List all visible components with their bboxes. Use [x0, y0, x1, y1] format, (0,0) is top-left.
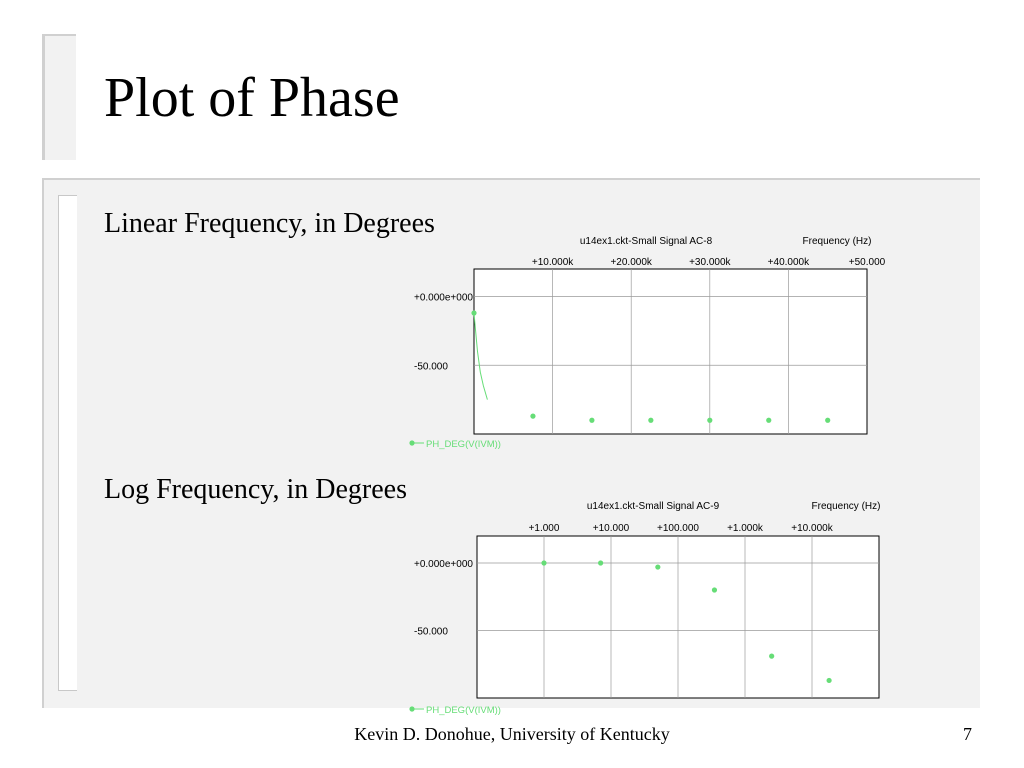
y-tick-label: -50.000 — [414, 626, 448, 638]
y-tick-label: +0.000e+000 — [414, 559, 473, 570]
legend-entry: PH_DEG(V(IVM)) — [426, 439, 501, 450]
x-tick-label: +10.000 — [592, 523, 630, 534]
data-point — [471, 310, 476, 315]
y-tick-label: +0.000e+000 — [414, 292, 473, 304]
x-tick-label: +1.000 — [528, 523, 560, 534]
data-point — [827, 678, 832, 683]
data-point — [589, 418, 594, 423]
data-point — [825, 418, 830, 423]
x-tick-label: +40.000k — [767, 257, 810, 268]
data-point — [530, 414, 535, 419]
data-point — [541, 560, 546, 565]
x-tick-label: +30.000k — [689, 257, 731, 268]
footer-author: Kevin D. Donohue, University of Kentucky — [354, 724, 670, 744]
slide-title: Plot of Phase — [104, 67, 400, 129]
x-tick-label: +20.000k — [610, 257, 652, 268]
page-number: 7 — [963, 724, 972, 744]
chart-title: u14ex1.ckt-Small Signal AC-9 — [586, 501, 720, 512]
data-point — [598, 560, 603, 565]
x-axis-label: Frequency (Hz) — [811, 501, 881, 512]
bullet-linear-frequency: Linear Frequency, in Degrees — [104, 208, 435, 239]
plot-frame — [474, 269, 867, 434]
x-tick-label: +10.000k — [531, 257, 574, 268]
x-tick-label: +100.000 — [657, 523, 699, 534]
chart-title: u14ex1.ckt-Small Signal AC-8 — [579, 236, 713, 247]
legend-entry: PH_DEG(V(IVM)) — [426, 705, 501, 716]
data-point — [769, 654, 774, 659]
x-axis-label: Frequency (Hz) — [802, 236, 872, 247]
data-point — [712, 587, 717, 592]
x-tick-label: +1.000k — [727, 523, 763, 534]
y-tick-label: -50.000 — [414, 361, 448, 373]
bullet-log-frequency: Log Frequency, in Degrees — [104, 474, 407, 505]
x-tick-label: +10.000k — [791, 523, 833, 534]
data-point — [766, 418, 771, 423]
data-point — [707, 418, 712, 423]
data-point — [655, 564, 660, 569]
x-tick-label: +50.000 — [848, 257, 886, 268]
data-point — [648, 418, 653, 423]
